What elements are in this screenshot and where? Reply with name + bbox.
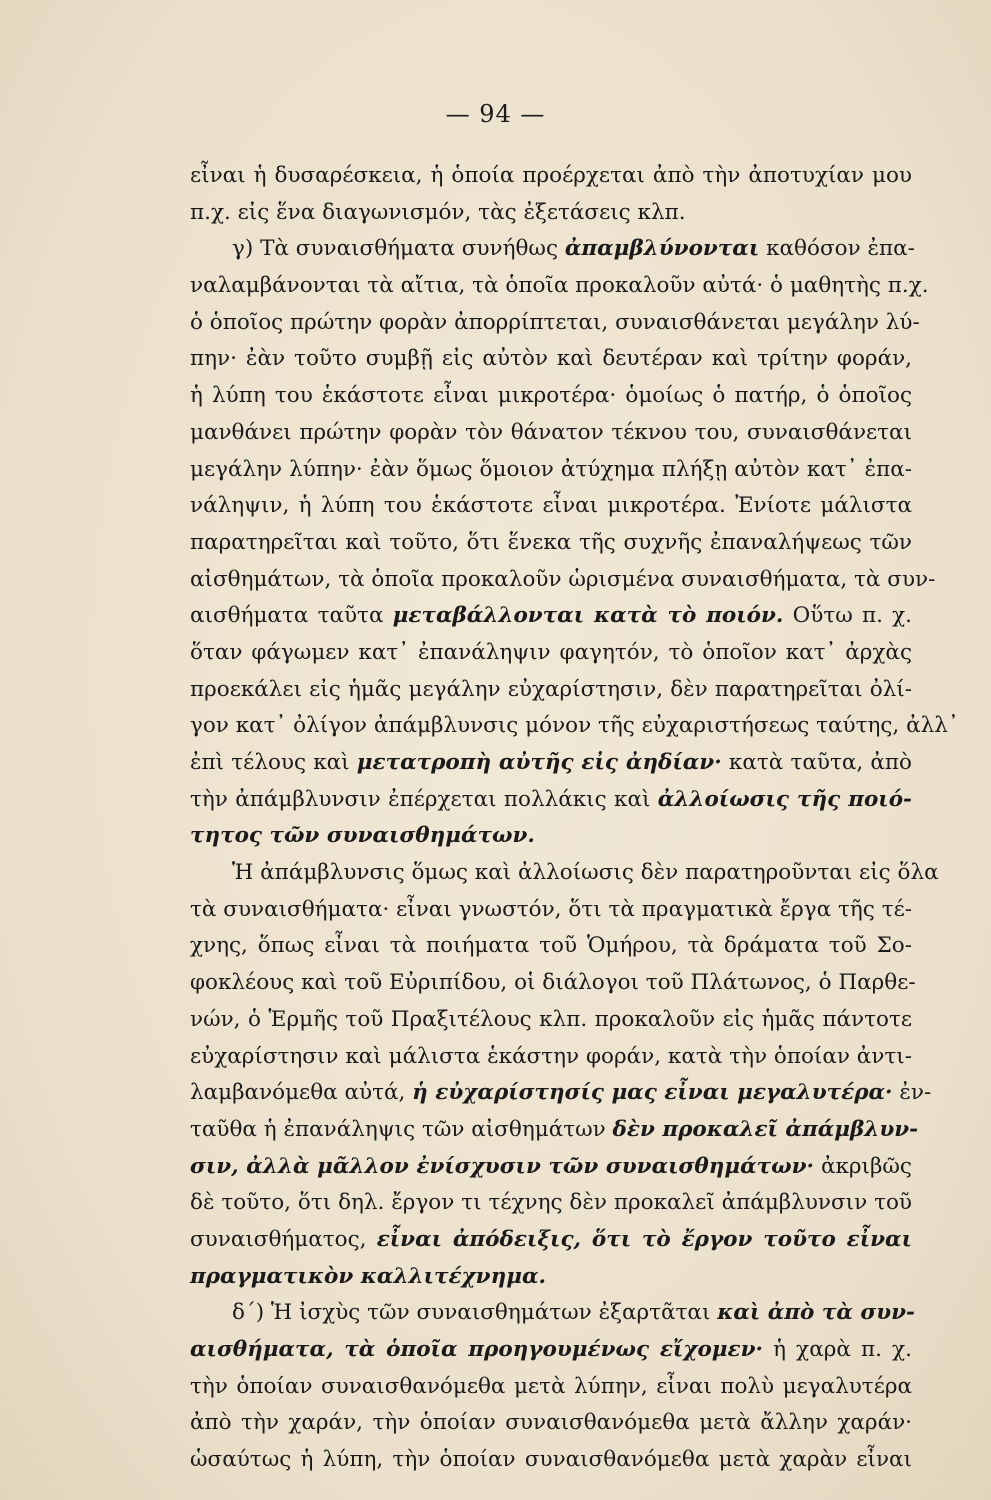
text-line <box>190 1442 912 1479</box>
emphasis-text: εἶναι ἀπόδειξις, ὅτι τὸ ἔργον τοῦτο εἶναι <box>376 1226 913 1252</box>
text-span: εὐχαρίστησιν καὶ μάλιστα ἑκάστην φοράν, κατὰ τὴν ὁποίαν ἀντι- <box>190 1043 912 1069</box>
text-line <box>190 488 912 525</box>
text-span: ὅταν φάγωμεν κατ᾽ ἐπανάληψιν φαγητόν, τὸ ὁποῖον κατ᾽ ἀρχὰς <box>190 639 912 665</box>
emphasis-text: καὶ ἀπὸ τὰ συν- <box>717 1300 915 1326</box>
text-span: νάληψιν, ἡ λύπη του ἑκάστοτε εἶναι μικροτέρα. Ἐνίοτε μάλιστα <box>190 493 912 519</box>
text-line <box>190 231 915 268</box>
text-line <box>190 158 912 195</box>
text-span: συναισθήματος, <box>190 1226 377 1252</box>
emphasis-text: ἡ εὐχαρίστησίς μας εἶναι μεγαλυτέρα· <box>412 1080 893 1106</box>
text-line <box>190 818 912 855</box>
emphasis-text: ἀπαμβλύνονται <box>564 236 760 262</box>
emphasis-text: πραγματικὸν καλλιτέχνημα. <box>190 1263 546 1289</box>
text-line <box>190 1002 912 1039</box>
text-line <box>190 562 936 599</box>
text-line <box>190 1332 912 1369</box>
emphasis-text: τητος τῶν συναισθημάτων. <box>190 823 535 849</box>
text-span: Οὕτω π. χ. <box>783 603 912 629</box>
text-line <box>190 782 912 819</box>
text-span: τὰ συναισθήματα· εἶναι γνωστόν, ὅτι τὰ πραγματικὰ ἔργα τῆς τέ- <box>190 896 912 922</box>
emphasis-text: ἀλλοίωσις τῆς ποιό- <box>657 786 912 812</box>
text-line <box>190 1075 932 1112</box>
text-line <box>190 195 912 232</box>
text-line <box>190 415 912 452</box>
text-span: ταῦθα ἡ ἐπανάληψις τῶν αἰσθημάτων <box>190 1116 613 1142</box>
emphasis-text: σιν, ἀλλὰ μᾶλλον ἐνίσχυσιν τῶν συναισθημάτων· <box>190 1153 814 1179</box>
text-span: ὡσαύτως ἡ λύπη, τὴν ὁποίαν συναισθανόμεθα μετὰ χαρὰν εἶναι <box>190 1447 912 1473</box>
text-line <box>190 1295 915 1332</box>
text-span: ἡ χαρὰ π. χ. <box>763 1337 912 1362</box>
text-line <box>190 1259 912 1296</box>
text-span: ἐπὶ τέλους καὶ <box>190 750 357 775</box>
text-span: ἀκριβῶς <box>814 1153 912 1179</box>
text-line <box>190 341 912 378</box>
text-span: Ἡ ἀπάμβλυνσις ὅμως καὶ ἀλλοίωσις δὲν παρατηροῦνται εἰς ὅλα <box>232 860 939 886</box>
text-span: παρατηρεῖται καὶ τοῦτο, ὅτι ἕνεκα τῆς συχνῆς ἐπαναλήψεως τῶν <box>190 529 912 555</box>
text-span: χνης, ὅπως εἶναι τὰ ποιήματα τοῦ Ὁμήρου, τὰ δράματα τοῦ Σο- <box>190 933 912 959</box>
text-span: ἡ λύπη του ἑκάστοτε εἶναι μικροτέρα· ὁμοίως ὁ πατήρ, ὁ ὁποῖος <box>190 383 912 409</box>
emphasis-text: δὲν προκαλεῖ ἀπάμβλυν- <box>612 1116 919 1142</box>
text-line <box>190 378 912 415</box>
text-span: πην· ἐὰν τοῦτο συμβῇ εἰς αὐτὸν καὶ δευτέραν καὶ τρίτην φοράν, <box>190 346 912 372</box>
text-span: εἶναι ἡ δυσαρέσκεια, ἡ ὁποία προέρχεται ἀπὸ τὴν ἀποτυχίαν μου <box>190 163 912 188</box>
text-line <box>190 1149 912 1186</box>
text-line <box>190 672 912 709</box>
text-span: καθόσον ἐπα- <box>759 236 915 262</box>
text-span: π.χ. εἰς ἕνα διαγωνισμόν, τὰς ἐξετάσεις κλπ. <box>190 199 686 225</box>
text-line <box>190 1369 912 1406</box>
text-line <box>190 305 920 342</box>
text-span: ἀπὸ τὴν χαράν, τὴν ὁποίαν συναισθανόμεθα μετὰ ἄλλην χαράν· <box>190 1410 912 1436</box>
text-line <box>190 965 916 1002</box>
text-line <box>190 892 912 929</box>
text-span: ναλαμβάνονται τὰ αἴτια, τὰ ὁποῖα προκαλοῦν αὐτά· ὁ μαθητὴς π.χ. <box>190 273 929 299</box>
text-line <box>190 928 912 965</box>
text-span: λαμβανόμεθα αὐτά, <box>190 1080 413 1106</box>
text-span: ἐν- <box>892 1080 932 1106</box>
text-line <box>190 1405 912 1442</box>
text-span: νών, ὁ Ἑρμῆς τοῦ Πραξιτέλους κλπ. προκαλοῦν εἰς ἡμᾶς πάντοτε <box>190 1006 912 1032</box>
text-span: προεκάλει εἰς ἡμᾶς μεγάλην εὐχαρίστησιν, δὲν παρατηρεῖται ὀλί- <box>190 676 912 702</box>
text-line <box>190 452 912 489</box>
text-line <box>190 525 912 562</box>
text-span: γον κατ᾽ ὀλίγον ἀπάμβλυνσις μόνον τῆς εὐχαριστήσεως ταύτης, ἀλλ᾽ <box>190 713 959 739</box>
text-line <box>190 598 912 635</box>
text-span: κατὰ ταῦτα, ἀπὸ <box>721 750 912 775</box>
text-line <box>190 1039 912 1076</box>
body-text <box>190 158 959 1479</box>
text-span: δ´) Ἡ ἰσχὺς τῶν συναισθημάτων ἐξαρτᾶται <box>232 1300 718 1326</box>
text-line <box>190 1112 919 1149</box>
text-span: δὲ τοῦτο, ὅτι δηλ. ἔργον τι τέχνης δὲν προκαλεῖ ἀπάμβλυνσιν τοῦ <box>190 1190 912 1216</box>
text-span: τὴν ἀπάμβλυνσιν ἐπέρχεται πολλάκις καὶ <box>190 786 658 812</box>
text-span: τὴν ὁποίαν συναισθανόμεθα μετὰ λύπην, εἶναι πολὺ μεγαλυτέρα <box>190 1373 912 1399</box>
text-span: ὁ ὁποῖος πρώτην φορὰν ἀπορρίπτεται, συναισθάνεται μεγάλην λύ- <box>190 309 920 335</box>
text-span: φοκλέους καὶ τοῦ Εὐριπίδου, οἱ διάλογοι τοῦ Πλάτωνος, ὁ Παρθε- <box>190 970 916 996</box>
text-line <box>190 635 912 672</box>
text-span: μεγάλην λύπην· ἐὰν ὅμως ὅμοιον ἀτύχημα πλήξῃ αὐτὸν κατ᾽ ἐπα- <box>190 456 912 482</box>
text-line <box>190 1222 912 1259</box>
text-span: αισθήματα ταῦτα <box>190 603 393 629</box>
text-span: γ) Τὰ συναισθήματα συνήθως <box>232 236 565 262</box>
emphasis-text: μεταβάλλονται κατὰ τὸ ποιόν. <box>392 603 784 629</box>
text-span: μανθάνει πρώτην φορὰν τὸν θάνατον τέκνου του, συναισθάνεται <box>190 419 912 445</box>
text-span: αἰσθημάτων, τὰ ὁποῖα προκαλοῦν ὡρισμένα συναισθήματα, τὰ συν- <box>190 566 936 592</box>
emphasis-text: αισθήματα, τὰ ὁποῖα προηγουμένως εἴχομεν· <box>190 1337 764 1362</box>
text-line <box>190 1185 912 1222</box>
text-line <box>190 855 939 892</box>
page-number: — 94 — <box>445 100 546 128</box>
text-line <box>190 745 912 782</box>
text-line <box>190 708 959 745</box>
emphasis-text: μετατροπὴ αὐτῆς εἰς ἀηδίαν· <box>356 750 722 775</box>
text-line <box>190 268 929 305</box>
